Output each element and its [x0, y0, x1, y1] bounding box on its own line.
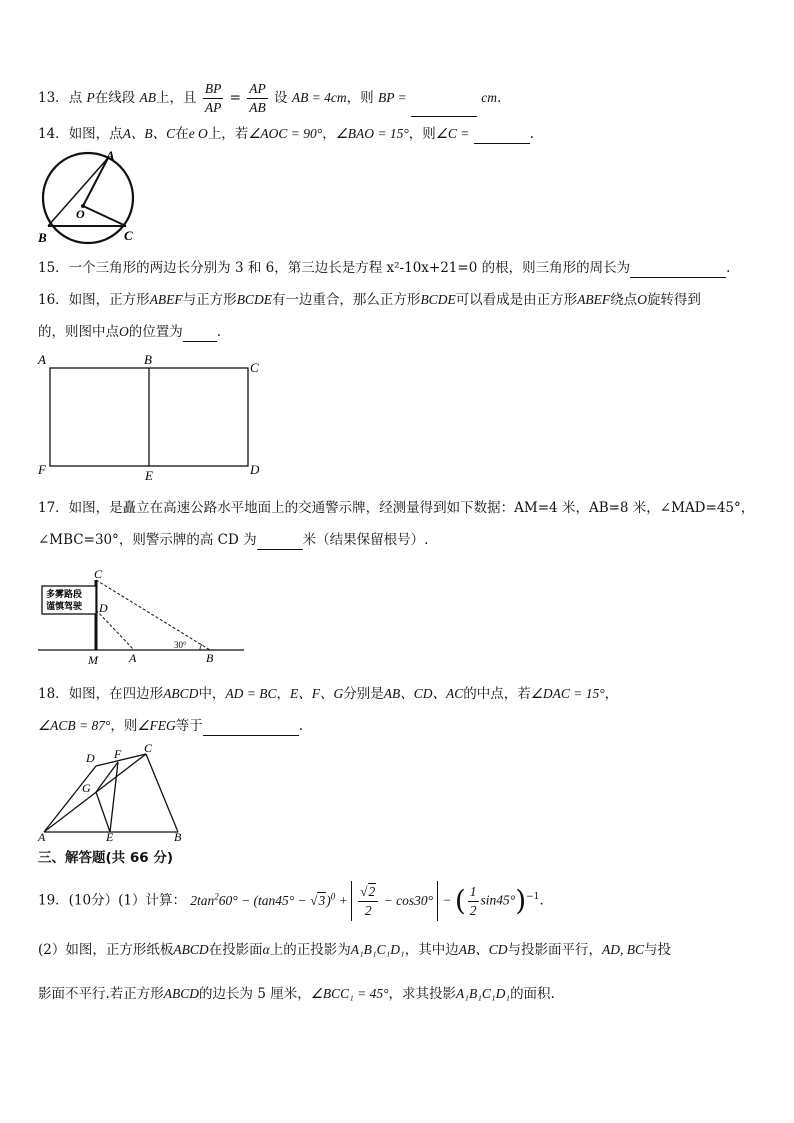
sign-line1: 多雾路段	[46, 590, 83, 600]
label-F: F	[114, 747, 122, 761]
figure-14-circle	[30, 148, 140, 246]
question-13: 13．点 P在线段 AB上，且 $\frac{BP}{AP}$ = $\frac{AP}{AB}$ 设 AB = 4cm，则 BP = cm.	[38, 81, 502, 115]
label-G: G	[82, 781, 91, 795]
label-D: D	[250, 462, 260, 477]
answer-blank[interactable]	[411, 102, 477, 117]
answer-blank[interactable]	[257, 535, 303, 550]
label-M: M	[88, 653, 98, 667]
sign-line2: 谨慎驾驶	[46, 602, 83, 612]
fraction-ap-ab: $\frac{AP}{AB}$	[249, 81, 266, 115]
formula-term-1: $2\tan^260^\circ - (\tan 45^\circ - √3)^0$ +	[190, 891, 352, 908]
figure-17-sign	[36, 568, 248, 672]
figure-18-quadrilateral	[34, 740, 194, 842]
answer-blank[interactable]	[203, 721, 299, 736]
label-A: A	[38, 830, 46, 842]
question-14: 14．如图，点A、B、C在e O上，若∠AOC = 90°，∠BAO = 15°，则∠C = .	[38, 126, 534, 142]
label-C: C	[250, 360, 259, 375]
label-C: C	[144, 741, 153, 755]
label-A: A	[129, 651, 137, 665]
label-A: A	[106, 148, 115, 163]
label-A: A	[38, 352, 46, 367]
label-C: C	[124, 228, 133, 243]
question-17-line1: 17．如图，是矗立在高速公路水平地面上的交通警示牌，经测量得到如下数据：AM=4 米，AB=8 米，∠MAD=45°，	[38, 500, 755, 516]
question-17-line2: ∠MBC=30°，则警示牌的高 CD 为 米（结果保留根号）.	[38, 532, 429, 548]
label-E: E	[106, 830, 114, 842]
question-16-line1: 16．如图，正方形ABEF与正方形BCDE有一边重合，那么正方形BCDE可以看成是由正方形ABEF绕点O旋转得到	[38, 292, 701, 308]
question-19-part2-line1: (2）如图，正方形纸板ABCD在投影面α上的正投影为A₁B₁C₁D₁，其中边AB、CD与投影面平行，AD, BC与投	[38, 942, 671, 958]
label-E: E	[145, 468, 153, 483]
label-D: D	[99, 601, 108, 615]
section-heading: 三、解答题(共 66 分)	[38, 850, 174, 866]
question-19-part2-line2: 影面不平行.若正方形ABCD的边长为 5 厘米，∠BCC₁ = 45°，求其投影A₁B₁C₁D₁的面积.	[38, 986, 555, 1002]
answer-blank[interactable]	[183, 327, 217, 342]
label-B: B	[38, 230, 47, 245]
label-D: D	[86, 751, 95, 765]
question-19-part1: 19．(10分）(1）计算： $2\tan^260^\circ - (\tan 45^\circ - √3)^0$ + $\frac{√2}{2}$ − cos30° − ( $\frac{1}{2}$ sin45°)$^{-1}$.	[38, 876, 544, 921]
label-C: C	[94, 568, 103, 581]
answer-blank[interactable]	[474, 129, 530, 144]
label-O: O	[76, 207, 85, 221]
answer-blank[interactable]	[630, 263, 726, 278]
figure-16-squares	[34, 352, 264, 486]
question-16-line2: 的，则图中点O的位置为 .	[38, 324, 222, 340]
fraction-bp-ap: $\frac{BP}{AP}$	[204, 81, 222, 115]
label-B: B	[206, 651, 214, 665]
question-18-line1: 18．如图，在四边形ABCD中，AD = BC，E、F、G分别是AB、CD、AC的中点，若∠DAC = 15°，	[38, 686, 619, 702]
question-18-line2: ∠ACB = 87°，则∠FEG等于 .	[38, 718, 304, 734]
angle-label: 30°	[174, 640, 187, 650]
label-B: B	[144, 352, 152, 367]
label-B: B	[174, 830, 182, 842]
question-15: 15．一个三角形的两边长分别为 3 和 6，第三边长是方程 x²-10x+21=0 的根，则三角形的周长为 .	[38, 260, 731, 276]
absolute-value: $\frac{√2}{2}$ − cos30°	[351, 881, 438, 921]
label-F: F	[38, 462, 46, 477]
